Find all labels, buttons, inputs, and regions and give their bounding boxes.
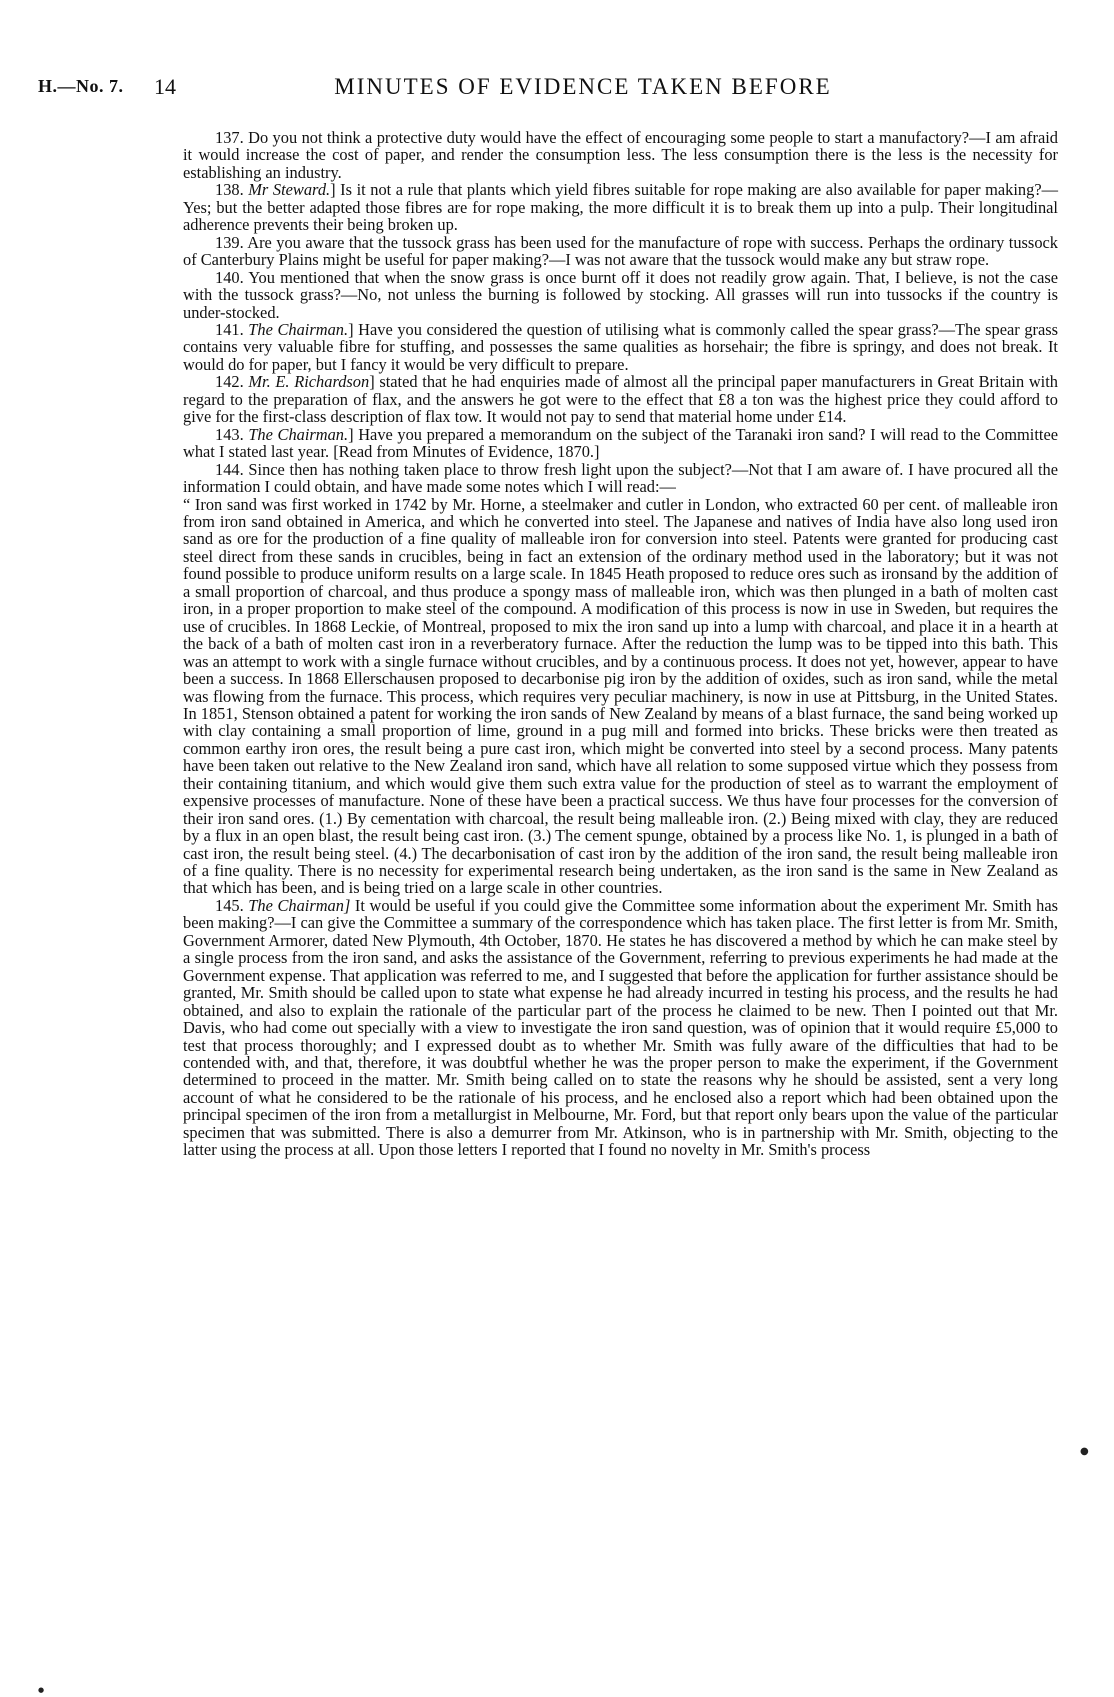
paragraph-text: Are you aware that the tussock grass has been used for the manufacture of rope with success. Perhaps the ordinary tussock of Canterbury Plains might be useful for paper making?—I was not aware that the tussock would make any but straw rope. [183,232,1058,270]
question-140 [183,269,1058,321]
paragraph-text: Have you considered the question of utilising what is commonly called the spear grass?—The spear grass contains very valuable fibre for stuffing, and possesses the same qualities as horsehair; the fibre is springy, and does not break. It would do for paper, but I fancy it would be very difficult to prepare. [183,319,1058,374]
paragraph-text: You mentioned that when the snow grass is once burnt off it does not readily grow again. That, I believe, is not the case with the tussock grass?—No, not unless the burning is followed by stocking. All grasses will run into tussocks if the country is under-stocked. [183,267,1058,322]
question-number: 145. [215,895,244,915]
page-number: 14 [154,74,176,99]
paper-reference: H.—No. 7. [38,76,124,96]
question-number: 144. [215,459,244,479]
question-145 [183,897,1058,1159]
question-number: 138. [215,180,244,200]
paragraph-text: Do you not think a protective duty would have the effect of encouraging some people to start a manufactory?—I am afraid it would increase the cost of paper, and render the consumption less. The less consumption there is the less is the necessity for establishing an industry. [183,128,1058,182]
paragraph-text: “ Iron sand was first worked in 1742 by Mr. Horne, a steelmaker and cutler in London, who extracted 60 per cent. of malleable iron from iron sand obtained in America, and which he converted into steel. The Japanese and natives of India have also long used iron sand as ore for the production of a fine quality of malleable iron for conversion into steel. Patents were granted for producing cast steel direct from these sands in crucibles, being in fact an extension of the ordinary method used in the laboratory; but it was not found possible to produce uniform results on a large scale. In 1845 Heath proposed to reduce ores such as ironsand by the addition of a small proportion of charcoal, and thus produce a spongy mass of malleable iron, which was then plunged in a bath of molten cast iron, in a proper proportion to make steel of the compound. A modification of this process is now in use in Sweden, but requires the use of crucibles. In 1868 Leckie, of Montreal, proposed to mix the iron sand up into a lump with charcoal, and place it in a hearth at the back of a bath of molten cast iron in a reverberatory furnace. After the reduction the lump was to be tipped into this bath. This was an attempt to work with a single furnace without crucibles, and by a continuous process. It does not yet, however, appear to have been a success. In 1868 Ellerschausen proposed to decarbonise pig iron by the addition of oxides, such as iron sand, while the metal was flowing from the furnace. This process, which requires very peculiar machinery, is now in use at Pittsburg, in the United States. In 1851, Stenson obtained a patent for working the iron sands of New Zealand by means of a blast furnace, the sand being worked up with clay containing a small proportion of lime, ground in a pug mill and formed into bricks. These bricks were then treated as common earthy iron ores, the result being a pure cast iron, which might be converted into steel by a second process. Many patents have been taken out relative to the New Zealand iron sand, which have all relation to some supposed virtue which they possess from their containing titanium, and which would give them such extra value for the production of steel as to warrant the employment of expensive processes of manufacture. None of these have been a practical success. We thus have four processes for the conversion of their iron sand ores. (1.) By cementation with charcoal, the result being malleable iron. (2.) Being mixed with clay, they are reduced by a flux in an open blast, the result being cast iron. (3.) The cement spunge, obtained by a process like No. 1, is plunged in a bath of cast iron, the result being steel. (4.) The decarbonisation of cast iron by the addition of the iron sand, the result being malleable iron of a fine quality. There is no necessity for experimental research being undertaken, as the iron sand is the same in New Zealand as that which has been, and is being tried on a large scale in other countries. [183,494,1058,898]
paragraph-text: Since then has nothing taken place to throw fresh light upon the subject?—Not that I am aware of. I have procured all the information I could obtain, and have made some notes which I will read:— [183,459,1058,497]
page-title: MINUTES OF EVIDENCE TAKEN BEFORE [334,74,832,99]
question-number: 143. [215,424,244,444]
speaker-name: Mr Steward. [248,180,331,200]
question-number: 141. [215,319,244,339]
margin-dot-icon: ● [1080,1446,1089,1457]
question-142: 142. Mr. E. Richardson] stated that he had enquiries made of almost all the principal paper manufacturers in Great Britain with regard to the preparation of flax, and the answers he got were to the effect that £8 a ton was the highest price they could afford to give for the first-class description of flax tow. It would not pay to send that material home under £14. [183,372,1058,427]
question-144 [183,461,1058,496]
margin-dot-icon: ● [38,1686,45,1694]
speaker-name: Mr. E. Richardson [248,372,370,392]
speaker-name: The Chairman. [248,424,349,444]
speaker-name: The Chairman] [248,895,351,915]
evidence-body [183,129,1058,1159]
paragraph-text: Is it not a rule that plants which yield fibres suitable for rope making are also available for paper making?—Yes; but the better adapted those fibres are for rope making, the more difficult it is to break them up into a pulp. Their longitudinal adherence prevents their being broken up. [183,180,1058,235]
question-137 [183,129,1058,181]
question-143: 143. The Chairman.] Have you prepared a memorandum on the subject of the Taranaki iron sand? I will read to the Committee what I stated last year. [Read from Minutes of Evidence, 1870.] [183,424,1059,462]
page-header [38,74,1058,104]
question-number: 139. [215,232,244,252]
question-141: 141. The Chairman.] Have you considered the question of utilising what is commonly called the spear grass?—The spear grass contains very valuable fibre for stuffing, and possesses the same qualities as horsehair; the fibre is springy, and does not break. It would do for paper, but I fancy it would be very difficult to prepare. [183,319,1058,374]
paragraph-text: stated that he had enquiries made of almost all the principal paper manufacturers in Great Britain with regard to the preparation of flax, and the answers he got were to the effect that £8 a ton was the highest price they could afford to give for the first-class description of flax tow. It would not pay to send that material home under £14. [183,372,1058,427]
paragraph-text: Have you prepared a memorandum on the subject of the Taranaki iron sand? I will read to the Committee what I stated last year. [Read from Minutes of Evidence, 1870.] [183,424,1059,462]
iron-sand-notes-quote [183,496,1058,897]
question-number: 140. [215,267,244,287]
question-number: 142. [215,372,244,392]
question-139 [183,234,1058,269]
paragraph-text: It would be useful if you could give the Committee some information about the experiment Mr. Smith has been making?—I can give the Committee a summary of the correspondence which has taken place. The first letter is from Mr. Smith, Government Armorer, dated New Plymouth, 4th October, 1870. He states he has discovered a method by which he can make steel by a single process from the iron sand, and asks the assistance of the Government, referring to previous experiments he had made at the Government expense. That application was referred to me, and I suggested that before the application for further assistance should be granted, Mr. Smith should be called upon to state what expense he had already incurred in testing his process, and the results he had obtained, and also to explain the rationale of the particular part of the process he claimed to be new. Then I pointed out that Mr. Davis, who had come out specially with a view to investigate the iron sand question, was of opinion that it would require £5,000 to test that process thoroughly; and I expressed doubt as to whether Mr. Smith was fully aware of the difficulties that had to be contended with, and that, therefore, it was doubtful whether he was the proper person to make the experiment, if the Government determined to proceed in the matter. Mr. Smith being called on to state the reasons why he should be assisted, sent a very long account of what he considered to be the rationale of his process, and he enclosed also a report which had been obtained upon the principal specimen of the iron from a metallurgist in Melbourne, Mr. Ford, but that report only bears upon the value of the particular specimen that was submitted. There is also a demurrer from Mr. Atkinson, who is in partnership with Mr. Smith, objecting to the latter using the process at all. Upon those letters I reported that I found no novelty in Mr. Smith's process [183,895,1058,1160]
question-138: 138. Mr Steward.] Is it not a rule that plants which yield fibres suitable for rope making are also available for paper making?—Yes; but the better adapted those fibres are for rope making, the more difficult it is to break them up into a pulp. Their longitudinal adherence prevents their being broken up. [183,180,1058,235]
speaker-name: The Chairman. [248,319,349,339]
question-number: 137. [215,128,244,147]
